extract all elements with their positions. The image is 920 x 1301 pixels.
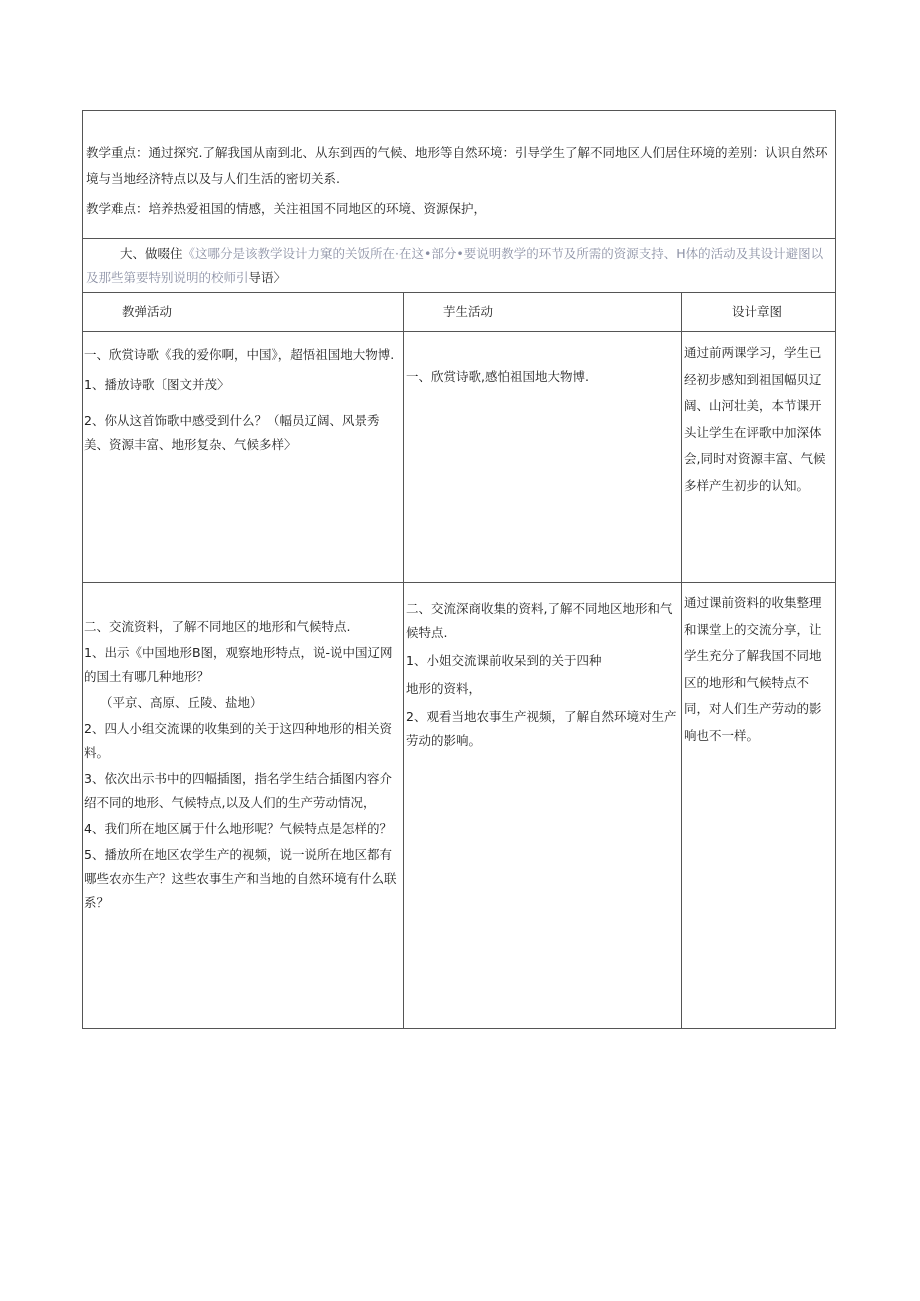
teaching-focus (86, 140, 828, 192)
row-divider-4 (82, 582, 836, 583)
section2-teacher-item: 2、四人小组交流课的收集到的关于这四种地形的相关资料。 (84, 721, 392, 760)
section2-student (406, 597, 678, 753)
table-border-left (82, 110, 83, 1029)
section1-teacher-item: 1、播放诗歌〔图文并茂〉 (84, 377, 230, 392)
process-heading (86, 242, 828, 290)
section1-teacher-item: 2、你从这首饰歌中感受到什么？（幅员辽阔、风景秀美、资源丰富、地形复杂、气候多样〉 (84, 413, 380, 452)
section2-design-text: 通过课前资料的收集整理和课堂上的交流分享，让学生充分了解我国不同地区的地形和气候特点不同，对人们生产劳动的影响也不一样。 (684, 595, 822, 743)
difficulty-text: 培养热爱祖国的情感，关注祖国不同地区的环境、资源保护， (148, 201, 487, 216)
table-border-bottom (82, 1028, 836, 1029)
row-divider-2 (82, 292, 836, 293)
process-note-end: 导语〉 (248, 270, 287, 285)
section2-design (684, 590, 830, 749)
section2-student-item: 1、小姐交流课前收呆到的关于四种 (406, 653, 602, 668)
section1-student-item: 一、欣赏诗歌,感怕祖国地大物博. (406, 369, 589, 384)
section1-student (406, 365, 678, 389)
process-number: 大、做啜住 (120, 246, 183, 261)
col-header-design: 设计章图 (732, 304, 783, 319)
section2-student-item: 二、交流深商收集的资料,了解不同地区地形和气候特点. (406, 601, 673, 640)
difficulty-label: 教学难点： (86, 201, 149, 216)
row-divider-1 (82, 238, 836, 239)
col-header-student: 芋生活动 (443, 304, 494, 319)
teaching-difficulty (86, 196, 828, 222)
table-border-right (835, 110, 836, 1029)
col-divider-1 (403, 292, 404, 1029)
section2-teacher-item: （平京、高原、丘陵、盐地） (100, 695, 263, 710)
section2-student-item: 2、观看当地农事生产视频，了解自然环境对生产劳动的影响。 (406, 709, 677, 748)
process-note: 《这哪分是该教学设计力窠的关饭所在·在这•部分•要说明教学的环节及所需的资源支持、H体的活动及其设计避图以及那些第要特别说明的校师引 (86, 246, 824, 285)
col-header-teacher: 教弹活动 (122, 304, 173, 319)
section2-teacher-item: 3、依次出示书中的四幅插图，指名学生结合插图内容介绍不同的地形、气候特点,以及人们的生产劳动情况， (84, 771, 392, 810)
col-divider-2 (681, 292, 682, 1029)
section1-design (684, 340, 830, 499)
section1-teacher-item: 一、欣赏诗歌《我的爱你啊，中国》，超悟祖国地大物博. (84, 347, 395, 362)
section1-design-text: 通过前两课学习，学生已经初步感知到祖国幅贝辽阔、山河壮美，本节课开头让学生在评歌中加深体会,同时对资源丰富、气候多样产生初步的认知。 (684, 345, 826, 493)
section2-teacher-item: 1、出示《中国地形B图，观察地形特点，说-说中国辽网的国土有哪几种地形？ (84, 645, 393, 684)
section1-teacher (84, 343, 400, 457)
section2-teacher (84, 615, 402, 915)
section2-student-item: 地形的资料， (406, 681, 482, 696)
row-divider-3 (82, 331, 836, 332)
section2-teacher-item: 二、交流资料，了解不同地区的地形和气候特点. (84, 619, 351, 634)
table-border-top (82, 110, 836, 111)
focus-text: 通过探究.了解我国从南到北、从东到西的气候、地形等自然环境：引导学生了解不同地区人们居住环境的差别：认识自然环境与当地经济特点以及与人们生活的密切关系. (86, 145, 828, 186)
section2-teacher-item: 4、我们所在地区属于什么地形呢？气候特点是怎样的？ (84, 821, 392, 836)
section2-teacher-item: 5、播放所在地区农学生产的视频，说一说所在地区都有哪些农亦生产？这些农事生产和当地的自然环境有什么联系？ (84, 847, 397, 910)
focus-label: 教学重点： (86, 145, 149, 160)
